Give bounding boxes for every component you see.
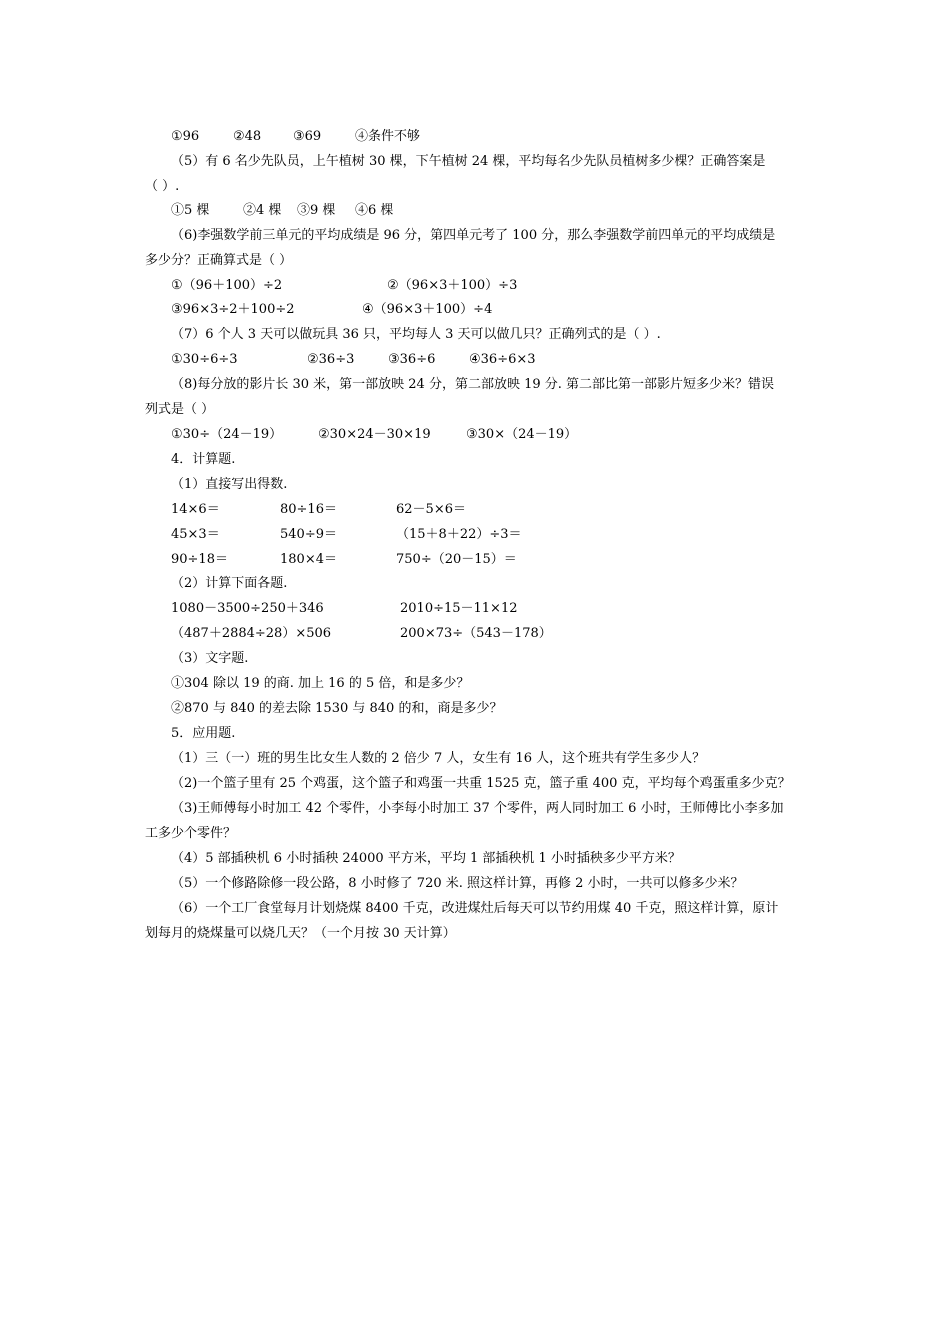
word-problem: ①304 除以 19 的商. 加上 16 的 5 倍，和是多少？: [171, 676, 470, 691]
option-1: ①30÷6÷3: [171, 352, 238, 367]
option-3: ③96×3÷2＋100÷2: [171, 302, 295, 317]
option-2: ②48: [233, 129, 262, 144]
option-3: ③9 棵: [297, 203, 336, 218]
calc-item: 62－5×6＝: [396, 502, 466, 517]
part-1-title: （1）直接写出得数.: [171, 477, 288, 492]
question-6-stem-cont: 多少分？正确算式是（ ）: [145, 253, 293, 268]
option-3: ③69: [293, 129, 322, 144]
application-problem-cont: 划每月的烧煤量可以烧几天？（一个月按 30 天计算）: [145, 926, 456, 941]
section-5-title: 5．应用题.: [171, 726, 236, 741]
calc-item: 45×3＝: [171, 527, 220, 542]
calc-item: 2010÷15－11×12: [400, 601, 518, 616]
calc-item: 80÷16＝: [280, 502, 337, 517]
part-2-title: （2）计算下面各题.: [171, 576, 288, 591]
application-problem: （4）5 部插秧机 6 小时插秧 24000 平方米，平均 1 部插秧机 1 小时插秧多少平方米？: [171, 851, 681, 866]
option-2: ②4 棵: [243, 203, 282, 218]
option-3: ③30×（24－19）: [466, 427, 578, 442]
part-3-title: （3）文字题.: [171, 651, 249, 666]
calc-item: 750÷（20－15）＝: [396, 552, 517, 567]
calc-item: 14×6＝: [171, 502, 220, 517]
option-1: ①96: [171, 129, 200, 144]
question-5-stem: （5）有 6 名少先队员，上午植树 30 棵，下午植树 24 棵，平均每名少先队员植树多少棵？正确答案是: [171, 154, 766, 169]
option-4: ④（96×3＋100）÷4: [362, 302, 493, 317]
application-problem-cont: 工多少个零件？: [145, 826, 237, 841]
question-8-stem: （8)每分放的影片长 30 米，第一部放映 24 分，第二部放映 19 分. 第二部比第一部影片短多少米？错误: [171, 377, 775, 392]
application-problem: （6）一个工厂食堂每月计划烧煤 8400 千克，改进煤灶后每天可以节约用煤 40 千克，照这样计算，原计: [171, 901, 779, 916]
option-4: ④36÷6×3: [469, 352, 536, 367]
section-4-title: 4．计算题.: [171, 452, 236, 467]
calc-item: （15＋8＋22）÷3＝: [396, 527, 522, 542]
question-5-stem-cont: （ ）.: [145, 179, 180, 194]
option-1: ①5 棵: [171, 203, 210, 218]
calc-item: 1080－3500÷250＋346: [171, 601, 324, 616]
application-problem: （1）三（一）班的男生比女生人数的 2 倍少 7 人，女生有 16 人，这个班共有学生多少人？: [171, 751, 706, 766]
option-1: ①（96＋100）÷2: [171, 278, 283, 293]
option-4: ④条件不够: [355, 129, 421, 144]
option-2: ②36÷3: [307, 352, 355, 367]
calc-item: （487＋2884÷28）×506: [171, 626, 332, 641]
calc-item: 540÷9＝: [280, 527, 337, 542]
option-2: ②（96×3＋100）÷3: [387, 278, 518, 293]
option-3: ③36÷6: [388, 352, 436, 367]
calc-item: 200×73÷（543－178）: [400, 626, 552, 641]
calc-item: 180×4＝: [280, 552, 337, 567]
option-2: ②30×24－30×19: [318, 427, 431, 442]
option-1: ①30÷（24－19）: [171, 427, 283, 442]
question-7-stem: （7）6 个人 3 天可以做玩具 36 只，平均每人 3 天可以做几只？正确列式的是（ ）.: [171, 327, 661, 342]
application-problem: （2)一个篮子里有 25 个鸡蛋，这个篮子和鸡蛋一共重 1525 克，篮子重 400 克，平均每个鸡蛋重多少克？: [171, 776, 791, 791]
application-problem: （5）一个修路除修一段公路，8 小时修了 720 米. 照这样计算，再修 2 小时，一共可以修多少米？: [171, 876, 744, 891]
application-problem: （3)王师傅每小时加工 42 个零件，小李每小时加工 37 个零件，两人同时加工 6 小时，王师傅比小李多加: [171, 801, 784, 816]
question-6-stem: （6)李强数学前三单元的平均成绩是 96 分，第四单元考了 100 分，那么李强数学前四单元的平均成绩是: [171, 228, 776, 243]
word-problem: ②870 与 840 的差去除 1530 与 840 的和，商是多少？: [171, 701, 503, 716]
option-4: ④6 棵: [355, 203, 394, 218]
question-8-stem-cont: 列式是（ ）: [145, 402, 215, 417]
calc-item: 90÷18＝: [171, 552, 228, 567]
